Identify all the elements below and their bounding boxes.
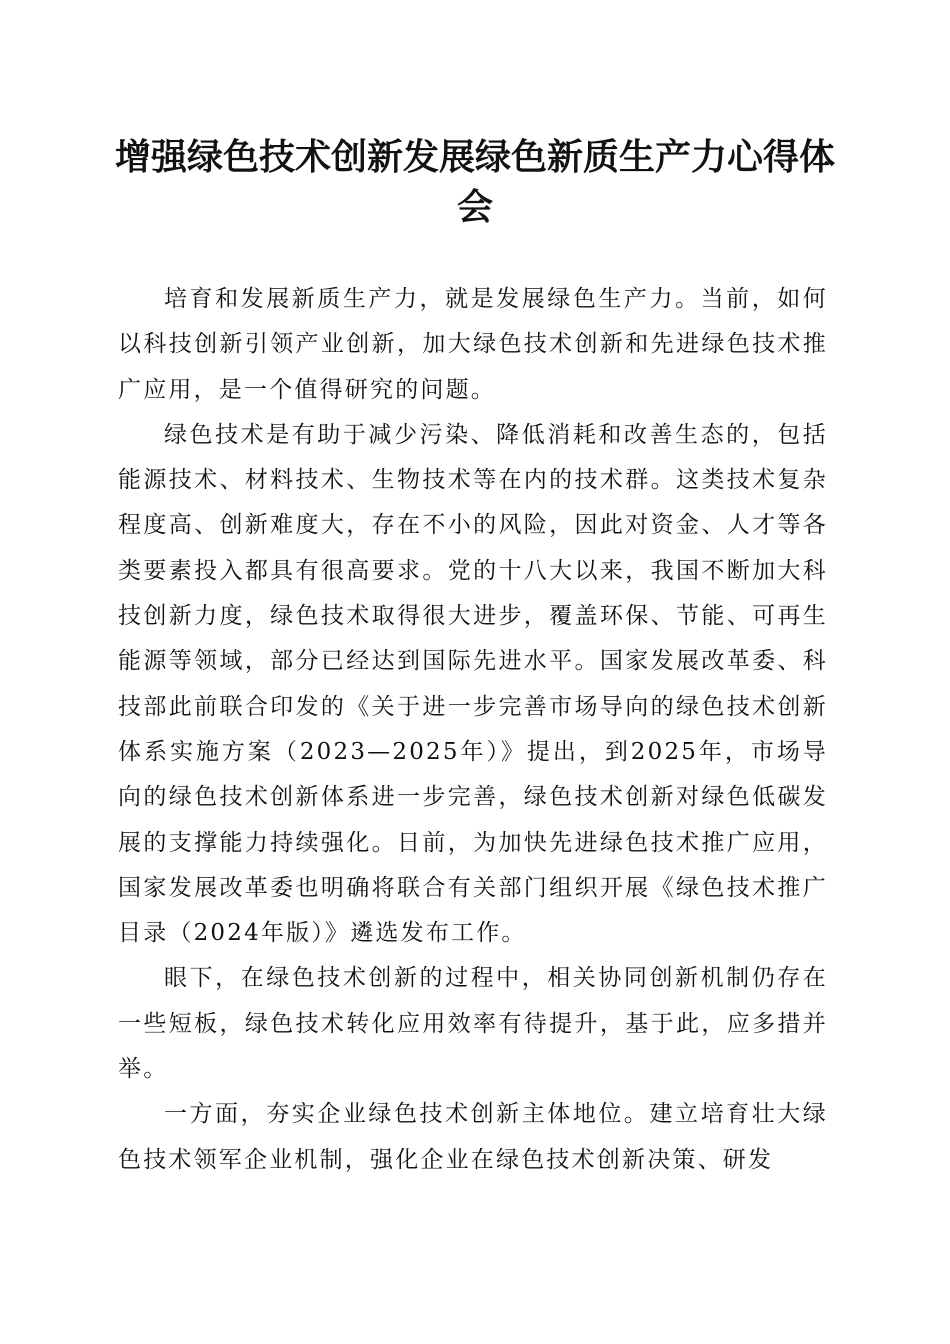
paragraph: 培育和发展新质生产力，就是发展绿色生产力。当前，如何以科技创新引领产业创新，加大绿色技术创新和先进绿色技术推广应用，是一个值得研究的问题。 [118,286,828,403]
document-title: 增强绿色技术创新发展绿色新质生产力心得体会 [114,136,835,228]
paragraph: 眼下，在绿色技术创新的过程中，相关协同创新机制仍存在一些短板，绿色技术转化应用效率有待提升，基于此，应多措并举。 [118,965,828,1083]
paragraph: 绿色技术是有助于减少污染、降低消耗和改善生态的，包括能源技术、材料技术、生物技术等在内的技术群。这类技术复杂程度高、创新难度大，存在不小的风险，因此对资金、人才等各类要素投入都具有很高要求。党的十八大以来，我国不断加大科技创新力度，绿色技术取得很大进步，覆盖环保、节能、可再生能源等领域，部分已经达到国际先进水平。国家发展改革委、科技部此前联合印发的《关于进一步完善市场导向的绿色技术创新体系实施方案（2023—2025年）》提出，到2025年，市场导向的绿色技术创新体系进一步完善，绿色技术创新对绿色低碳发展的支撑能力持续强化。日前，为加快先进绿色技术推广应用，国家发展改革委也明确将联合有关部门组织开展《绿色技术推广目录（2024年版）》遴选发布工作。 [118,421,828,947]
document-body [118,277,828,1183]
paragraph: 一方面，夯实企业绿色技术创新主体地位。建立培育壮大绿色技术领军企业机制，强化企业在绿色技术创新决策、研发 [118,1101,828,1173]
